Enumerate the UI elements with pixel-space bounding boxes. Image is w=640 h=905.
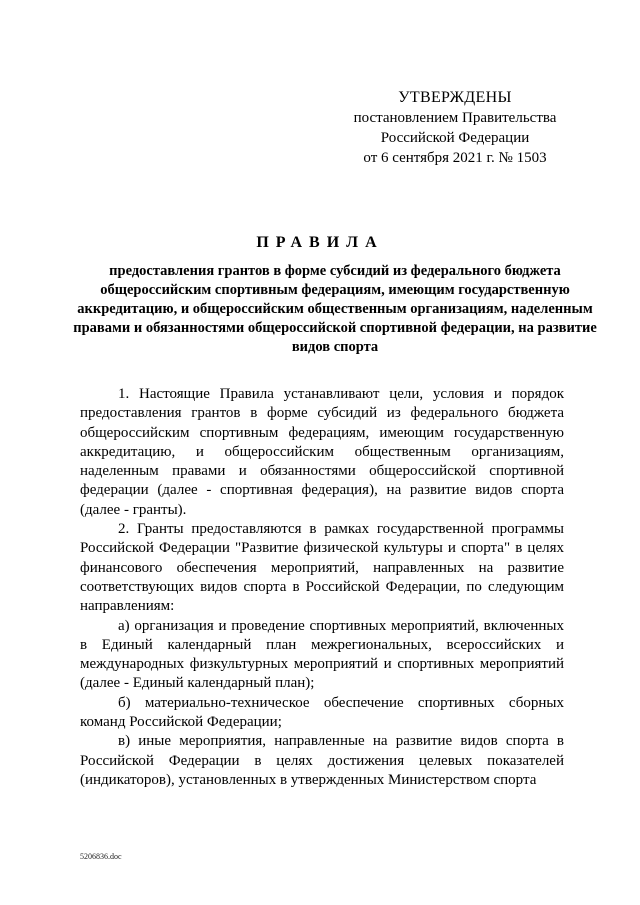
approval-line-2: Российской Федерации [380,130,530,146]
paragraph-2b: б) материально-техническое обеспечение спортивных сборных команд Российской Федерации; [80,694,564,731]
document-subtitle: предоставления грантов в форме субсидий из федерального бюджета общероссийским спортивным федерациям, имеющим государственную аккредитацию, и общероссийским общественным организациям, наделенным правами и обязанностями общероссийской спортивной федерации, на развитие видов спорта [73,263,597,355]
paragraph-2c: в) иные мероприятия, направленные на развитие видов спорта в Российской Федерации в целях достижения целевых показателей (индикаторов), установленных в утвержденных Министерством спорта [80,733,564,788]
approval-block [340,88,570,168]
approval-title: УТВЕРЖДЕНЫ [398,89,512,106]
document-body [80,385,564,790]
paragraph-2: 2. Гранты предоставляются в рамках государственной программы Российской Федерации "Развитие физической культуры и спорта" в целях финансового обеспечения мероприятий, направленных на развитие соответствующих видов спорта в Российской Федерации, по следующим направлениям: [80,521,564,615]
footer-file-code: 5206836.doc [80,852,122,861]
document-title: ПРАВИЛА [256,234,384,251]
paragraph-2a: а) организация и проведение спортивных мероприятий, включенных в Единый календарный план межрегиональных, всероссийских и международных физкультурных мероприятий и спортивных мероприятий (далее - Единый календарный план); [80,617,564,692]
approval-line-3: от 6 сентября 2021 г. № 1503 [363,150,547,166]
paragraph-1: 1. Настоящие Правила устанавливают цели, условия и порядок предоставления грантов в форме субсидий из федерального бюджета общероссийским спортивным федерациям, имеющим государственную аккредитацию, и общероссийским общественным организациям, наделенным правами и обязанностями общероссийской спортивной федерации (далее - спортивная федерация), на развитие видов спорта (далее - гранты). [80,386,564,518]
approval-line-1: постановлением Правительства [353,110,557,126]
